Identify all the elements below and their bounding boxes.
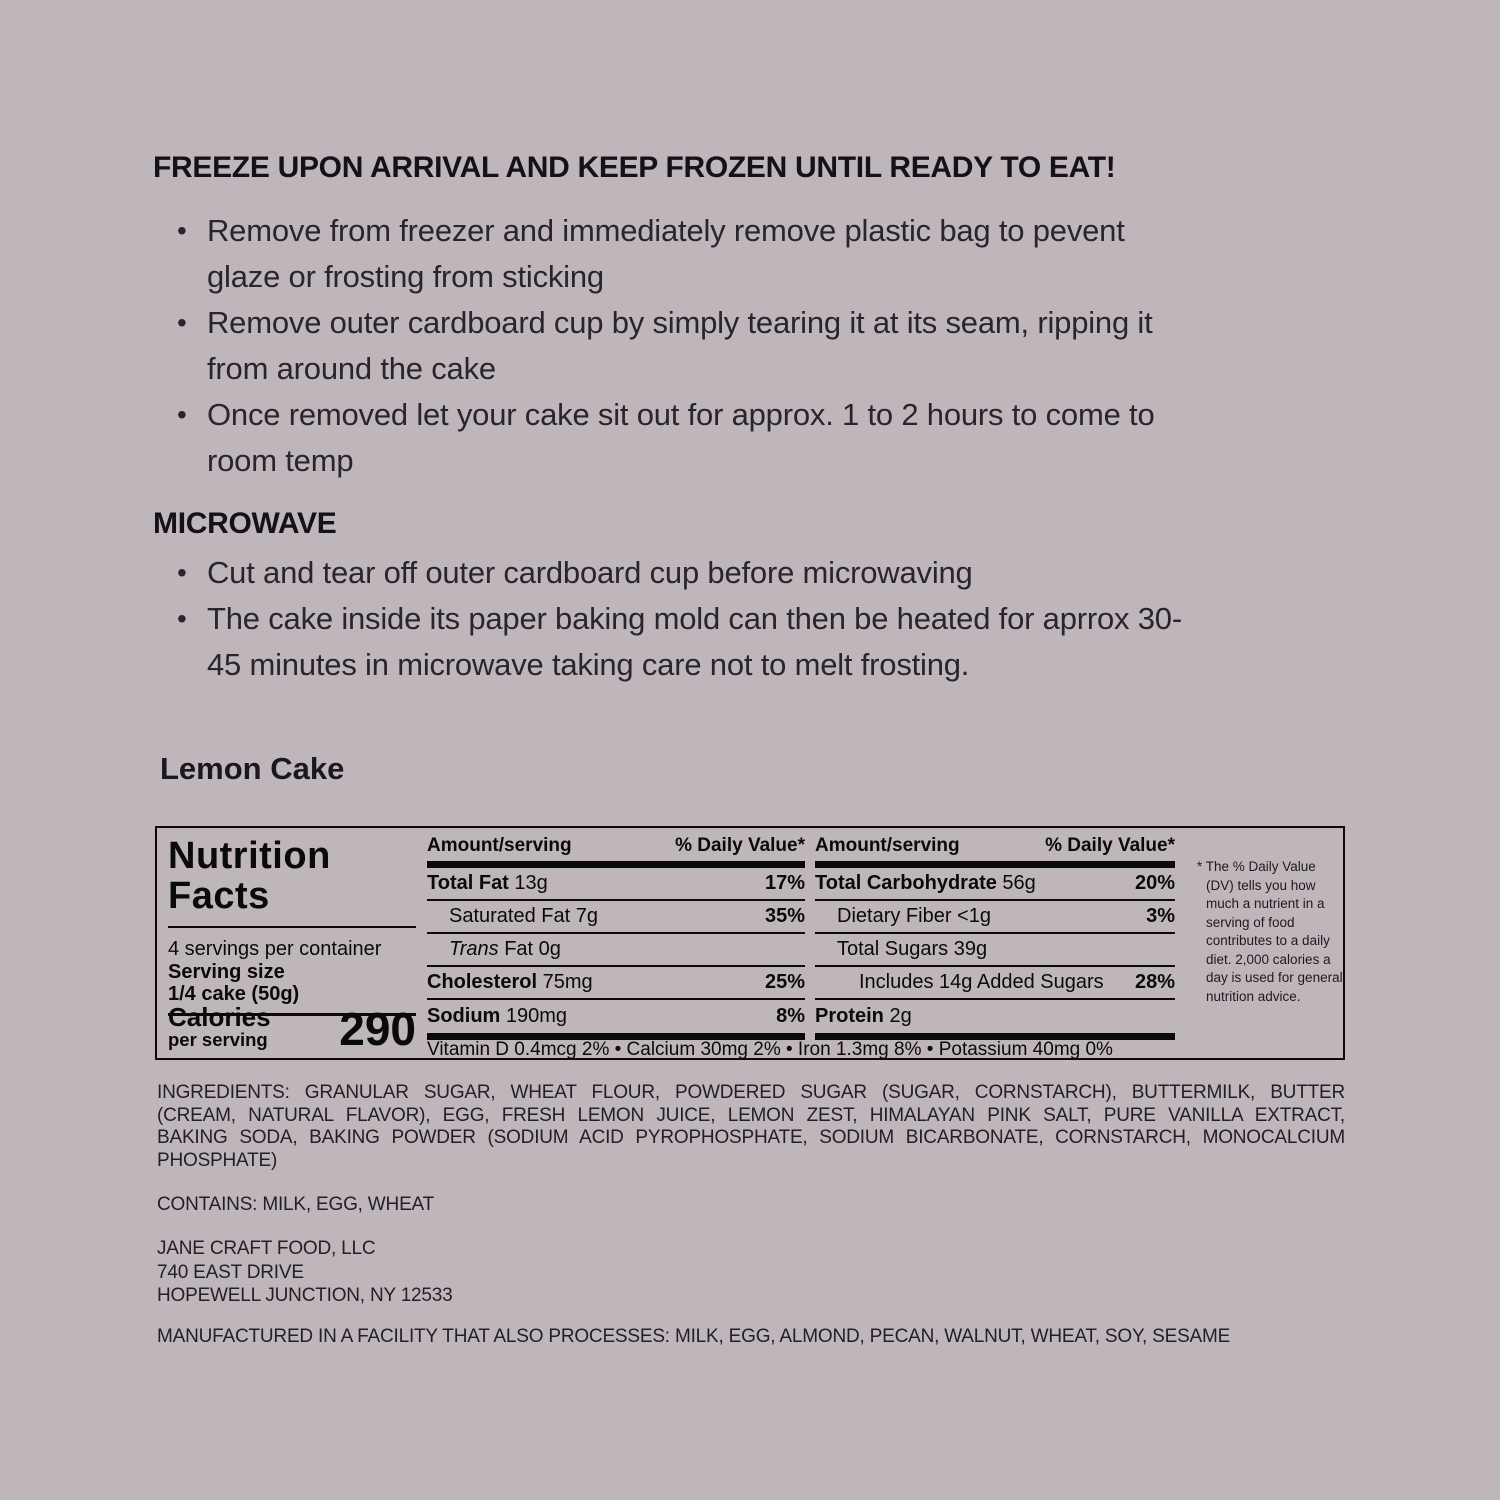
nutrient-row [815, 868, 1175, 901]
storage-instructions-section [153, 150, 1353, 484]
microwave-instructions-section [153, 506, 1353, 688]
bullet-line: from around the cake [207, 351, 496, 386]
microwave-bullet-list [153, 550, 1353, 688]
divider [168, 926, 416, 928]
list-item [153, 300, 1353, 392]
nutrient-name-rest: 75mg [537, 971, 593, 993]
bullet-icon: • [177, 307, 187, 338]
calories-value: 290 [339, 1003, 416, 1055]
bullet-line: Once removed let your cake sit out for approx. 1 to 2 hours to come to [207, 397, 1155, 432]
bullet-text [207, 300, 1153, 392]
ingredients-line: INGREDIENTS: GRANULAR SUGAR, WHEAT FLOUR, POWDERED SUGAR (SUGAR, CORNSTARCH), BUTTERMILK, BUTTER [157, 1082, 1345, 1103]
nutrient-dv: 28% [1134, 971, 1175, 993]
product-title: Lemon Cake [160, 751, 345, 786]
bullet-line: Remove outer cardboard cup by simply tearing it at its seam, ripping it [207, 305, 1153, 340]
nutrient-dv: 17% [764, 872, 805, 894]
manufacturer-name: JANE CRAFT FOOD, LLC [157, 1238, 376, 1259]
nutrient-row [427, 967, 805, 1000]
nutrition-facts-title [168, 836, 416, 916]
nutrient-row [427, 868, 805, 901]
nutrient-name-bold: Protein [815, 1005, 884, 1027]
bullet-text [207, 596, 1182, 688]
manufacturer-address [157, 1237, 1345, 1308]
allergen-contains-statement: CONTAINS: MILK, EGG, WHEAT [157, 1194, 435, 1215]
nutrient-name [427, 905, 598, 928]
bullet-icon: • [177, 603, 187, 634]
nutrient-name [815, 938, 987, 961]
thick-bar [427, 861, 805, 868]
nutrition-title-line: Nutrition [168, 835, 331, 877]
bullet-line: Cut and tear off outer cardboard cup before microwaving [207, 555, 973, 590]
serving-size-value: 1/4 cake (50g) [168, 983, 300, 1005]
calories-label: Calories [168, 1002, 271, 1032]
nutrient-name [815, 905, 991, 928]
nutrient-dv: 20% [1134, 872, 1175, 894]
bullet-line: room temp [207, 443, 354, 478]
calories-sublabel: per serving [168, 1029, 268, 1050]
nutrient-name-bold: Sodium [427, 1005, 501, 1027]
nutrient-name-rest: 56g [996, 872, 1036, 894]
bullet-text [207, 208, 1125, 300]
bullet-icon: • [177, 399, 187, 430]
nutrient-name [427, 938, 561, 961]
bullet-text [207, 392, 1155, 484]
nutrient-row [427, 934, 805, 967]
ingredients-line: BAKING SODA, BAKING POWDER (SODIUM ACID PYROPHOSPHATE, SODIUM BICARBONATE, CORNSTARCH, MONOCALCIUM [157, 1127, 1345, 1148]
calories-label-group [168, 1002, 271, 1050]
manufacturer-city: HOPEWELL JUNCTION, NY 12533 [157, 1285, 453, 1306]
nutrient-name [815, 872, 1036, 895]
daily-value-header: % Daily Value* [675, 835, 805, 856]
nutrient-row [427, 901, 805, 934]
bullet-icon: • [177, 215, 187, 246]
nutrient-name-rest: Total Sugars 39g [837, 938, 988, 960]
nutrient-name-rest: Dietary Fiber <1g [837, 905, 991, 927]
nutrient-name-rest: Saturated Fat 7g [449, 905, 598, 927]
amount-serving-header: Amount/serving [427, 835, 572, 856]
ingredients-line: PHOSPHATE) [157, 1149, 278, 1171]
nutrient-name-rest: Fat 0g [498, 938, 561, 960]
nutrient-name [815, 1005, 912, 1028]
ingredients-line: (CREAM, NATURAL FLAVOR), EGG, FRESH LEMON JUICE, LEMON ZEST, HIMALAYAN PINK SALT, PURE VANILLA EXTRACT, [157, 1104, 1345, 1126]
bullet-icon: • [177, 557, 187, 588]
nutrient-name-italic: Trans [449, 938, 499, 960]
nutrition-facts-panel [155, 826, 1345, 1060]
serving-size-label: Serving size [168, 961, 285, 983]
nutrient-name-bold: Total Carbohydrate [815, 872, 997, 894]
vitamins-minerals-line: Vitamin D 0.4mcg 2% • Calcium 30mg 2% • Iron 1.3mg 8% • Potassium 40mg 0% [427, 1039, 1113, 1060]
nutrient-dv: 3% [1146, 905, 1175, 927]
nutrient-name [427, 1005, 567, 1028]
nutrient-row [427, 1000, 805, 1033]
column-header [427, 834, 805, 858]
nutrient-dv: 8% [776, 1005, 805, 1027]
nutrient-row [815, 1000, 1175, 1033]
nutrient-row [815, 901, 1175, 934]
daily-value-header: % Daily Value* [1045, 835, 1175, 856]
nutrition-summary-column [168, 828, 416, 1058]
nutrient-name [427, 971, 593, 994]
nutrient-dv: 35% [764, 905, 805, 927]
facility-statement: MANUFACTURED IN A FACILITY THAT ALSO PROCESSES: MILK, EGG, ALMOND, PECAN, WALNUT, WHEAT, SOY, SESAME [157, 1326, 1231, 1347]
nutrient-row [815, 967, 1175, 1000]
bullet-line: 45 minutes in microwave taking care not to melt frosting. [207, 647, 970, 682]
servings-per-container: 4 servings per container [168, 938, 382, 960]
nutrient-name-rest: Includes 14g Added Sugars [859, 971, 1104, 993]
list-item [153, 550, 1353, 596]
amount-serving-header: Amount/serving [815, 835, 960, 856]
column-header [815, 834, 1175, 858]
list-item [153, 596, 1353, 688]
nutrient-name-rest: 190mg [500, 1005, 568, 1027]
nutrient-name [427, 872, 548, 895]
nutrient-column-2 [815, 834, 1175, 1040]
freeze-heading: FREEZE UPON ARRIVAL AND KEEP FROZEN UNTIL READY TO EAT! [153, 151, 1116, 184]
microwave-heading: MICROWAVE [153, 507, 337, 540]
bullet-line: Remove from freezer and immediately remove plastic bag to pevent [207, 213, 1125, 248]
bullet-line: The cake inside its paper baking mold can then be heated for aprrox 30- [207, 601, 1182, 636]
nutrient-column-1 [427, 834, 805, 1040]
bullet-line: glaze or frosting from sticking [207, 259, 604, 294]
thick-bar [815, 861, 1175, 868]
nutrient-name-bold: Cholesterol [427, 971, 538, 993]
bullet-text [207, 550, 973, 596]
calories-row [168, 1002, 416, 1055]
nutrient-row [815, 934, 1175, 967]
list-item [153, 392, 1353, 484]
nutrient-name-rest: 2g [883, 1005, 912, 1027]
nutrient-name [815, 971, 1104, 994]
manufacturer-street: 740 EAST DRIVE [157, 1261, 304, 1283]
list-item [153, 208, 1353, 300]
daily-value-footnote: * The % Daily Value (DV) tells you how much a nutrient in a serving of food contributes to a daily diet. 2,000 calories a day is used for general nutrition advice. [1197, 859, 1343, 1004]
nutrition-title-line: Facts [168, 875, 270, 917]
ingredients-section [157, 1082, 1345, 1172]
nutrient-name-bold: Total Fat [427, 872, 509, 894]
storage-bullet-list [153, 208, 1353, 484]
nutrient-dv: 25% [764, 971, 805, 993]
nutrient-name-rest: 13g [508, 872, 548, 894]
